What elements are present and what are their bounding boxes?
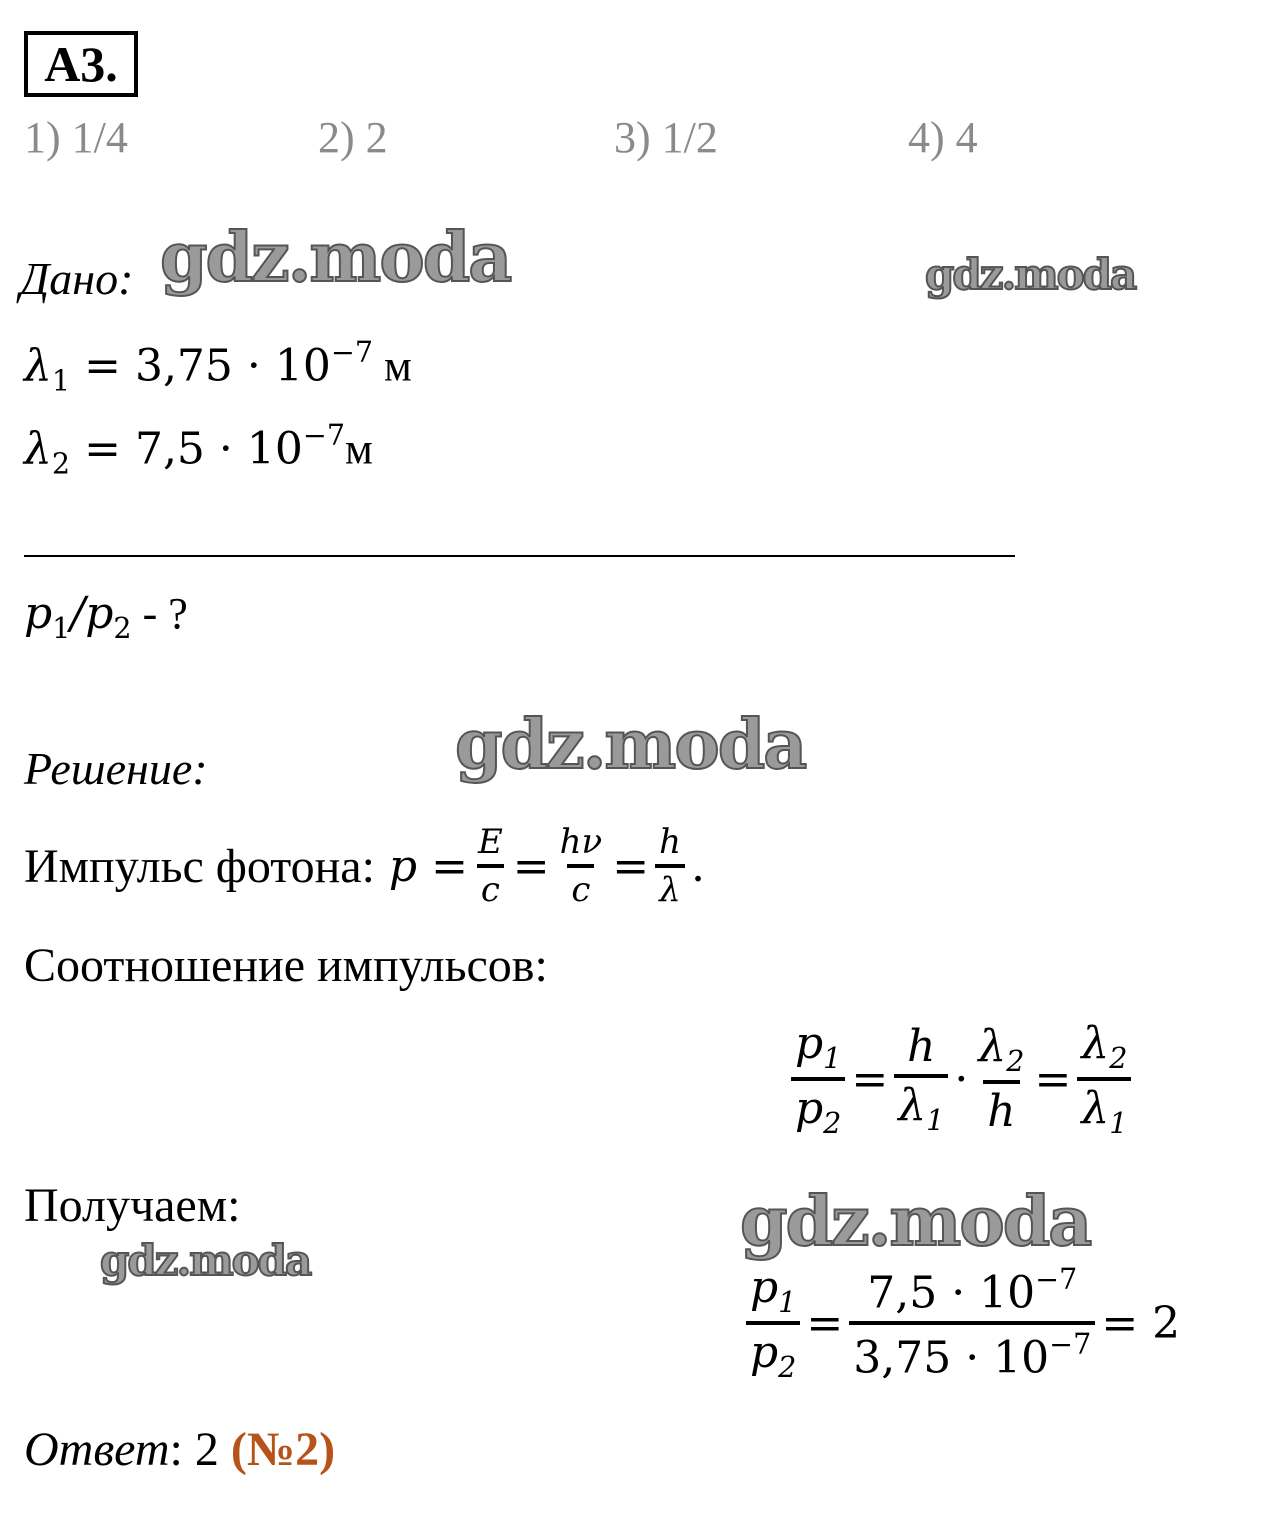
result-label: Получаем: — [24, 1179, 241, 1232]
ratio-formula: $\frac{p_1}{p_2}$ = $\frac{h}{\lambda_1}$ · $\frac{\lambda_2}{h}$ = $\frac{\lambda_2}{\lambda_1}$ — [785, 1018, 1137, 1140]
watermark: gdz.moda — [455, 705, 806, 785]
watermark: gdz.moda — [925, 250, 1136, 299]
answer: Ответ: 2 (№2) — [24, 1423, 336, 1476]
find-ratio: $p_1/p_2$ - ? — [24, 588, 188, 645]
given-label: Дано: — [20, 253, 134, 304]
watermark: gdz.moda — [740, 1182, 1091, 1262]
final-formula: $\frac{p_1}{p_2}$ = $\frac{7,5 \cdot 10^{-7}}{3,75 \cdot 10^{-7}}$ = 2 — [740, 1262, 1180, 1384]
problem-number: А3. — [24, 31, 138, 97]
ratio-label: Соотношение импульсов: — [24, 939, 548, 992]
given-lambda2: $\lambda_2 = 7,5 \cdot 10^{-7}м$ — [24, 418, 373, 481]
option-2: 2) 2 — [318, 113, 388, 162]
option-4: 4) 4 — [908, 113, 978, 162]
watermark: gdz.moda — [160, 218, 511, 298]
option-3: 3) 1/2 — [614, 113, 718, 162]
watermark: gdz.moda — [100, 1236, 311, 1285]
impulse-line: Импульс фотона: p = $\frac{E}{c}$ = $\frac{h\nu}{c}$ = $\frac{h}{\lambda}$ . — [24, 822, 706, 910]
given-lambda1: $\lambda_1 = 3,75 \cdot 10^{-7}$ м — [24, 335, 412, 398]
solution-label: Решение: — [24, 743, 208, 794]
divider — [24, 555, 1015, 557]
option-1: 1) 1/4 — [24, 113, 128, 162]
